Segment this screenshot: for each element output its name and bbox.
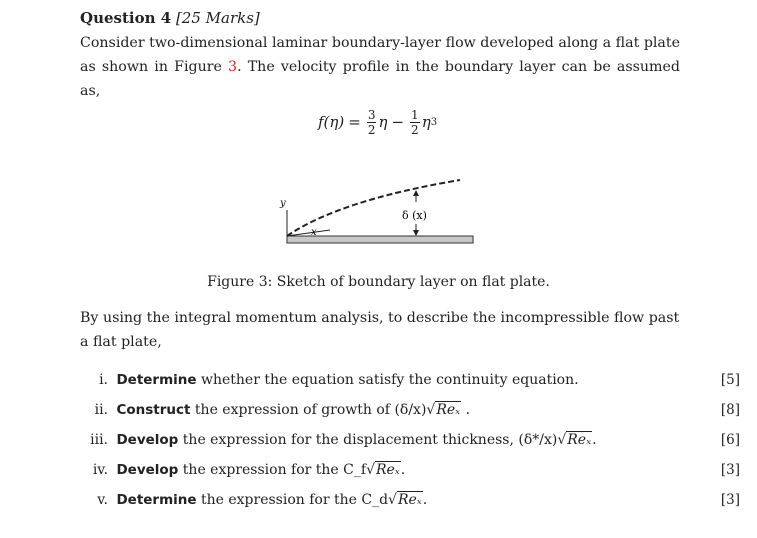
task-verb: Develop: [116, 432, 179, 448]
intro-paragraph: [80, 31, 680, 103]
task-tail: .: [400, 462, 406, 478]
fraction-1-2: [410, 108, 420, 137]
fraction-numerator: 1: [411, 107, 419, 122]
task-item-i: [80, 372, 740, 394]
task-tail: .: [422, 492, 428, 508]
velocity-profile-equation: [318, 100, 437, 144]
sqrt-symbol: √: [426, 402, 436, 418]
task-number: i.: [99, 372, 108, 388]
task-text: whether the equation satisfy the continuity equation.: [201, 372, 579, 388]
x-axis-label: x: [311, 227, 317, 238]
task-text: the expression of growth of (δ/x): [194, 402, 427, 418]
task-number: ii.: [94, 402, 108, 418]
reynolds-number: Reₓ: [397, 492, 422, 508]
sqrt-symbol: √: [388, 492, 397, 508]
task-marks: [3]: [720, 492, 740, 508]
intro-text-before: Consider two-dimensional laminar boundary-layer flow developed along a flat plate as shown in Figure: [80, 35, 680, 75]
y-axis-label: y: [280, 198, 286, 209]
task-marks: [3]: [720, 462, 740, 478]
task-text: the expression for the C_f: [182, 462, 367, 478]
eta-symbol: η: [378, 113, 388, 131]
task-verb: Develop: [116, 462, 179, 478]
task-tail: .: [592, 432, 597, 448]
boundary-layer-figure: [270, 172, 480, 248]
x-axis-line: [287, 230, 330, 236]
intro-text-after: . The velocity profile in the boundary layer can be assumed as,: [80, 59, 680, 99]
fraction-denominator: 2: [411, 122, 419, 137]
equals-sign: =: [348, 113, 361, 131]
delta-arrow-top-head: [413, 190, 419, 196]
task-item-ii: [80, 402, 740, 424]
delta-label: δ (x): [402, 209, 427, 222]
task-verb: Determine: [116, 372, 197, 388]
sqrt-symbol: √: [366, 462, 375, 478]
task-text: the expression for the displacement thickness, (δ*/x): [182, 432, 558, 448]
delta-arrow-bottom-head: [413, 230, 419, 236]
reynolds-number: Reₓ: [375, 462, 400, 478]
task-number: iii.: [90, 432, 108, 448]
exponent: 3: [430, 116, 438, 128]
task-text: the expression for the C_d: [201, 492, 389, 508]
minus-sign: −: [391, 113, 405, 131]
task-verb: Construct: [116, 402, 191, 418]
method-paragraph: By using the integral momentum analysis, to describe the incompressible flow past a flat plate,: [80, 310, 680, 350]
task-marks: [8]: [720, 402, 740, 418]
fraction-3-2: [367, 108, 377, 137]
question-title: Question 4: [80, 9, 172, 27]
task-number: v.: [97, 492, 108, 508]
task-tail: .: [461, 402, 471, 418]
task-marks: [6]: [720, 432, 740, 448]
fraction-numerator: 3: [367, 107, 376, 122]
task-number: iv.: [92, 462, 108, 478]
equation-lhs: f(η): [318, 113, 345, 131]
question-header: [80, 9, 260, 27]
task-marks: [5]: [720, 372, 740, 388]
reynolds-number: Reₓ: [436, 402, 461, 418]
eta-symbol: η: [421, 113, 431, 131]
reynolds-number: Reₓ: [567, 432, 592, 448]
figure-caption: Figure 3: Sketch of boundary layer on flat plate.: [207, 274, 550, 290]
task-item-iv: [80, 462, 740, 484]
fraction-denominator: 2: [367, 122, 376, 137]
sqrt-symbol: √: [557, 432, 567, 448]
figure-reference-link[interactable]: 3: [228, 59, 238, 75]
task-item-v: [80, 492, 740, 514]
task-verb: Determine: [116, 492, 197, 508]
task-item-iii: [80, 432, 740, 454]
question-marks: [25 Marks]: [175, 9, 260, 27]
